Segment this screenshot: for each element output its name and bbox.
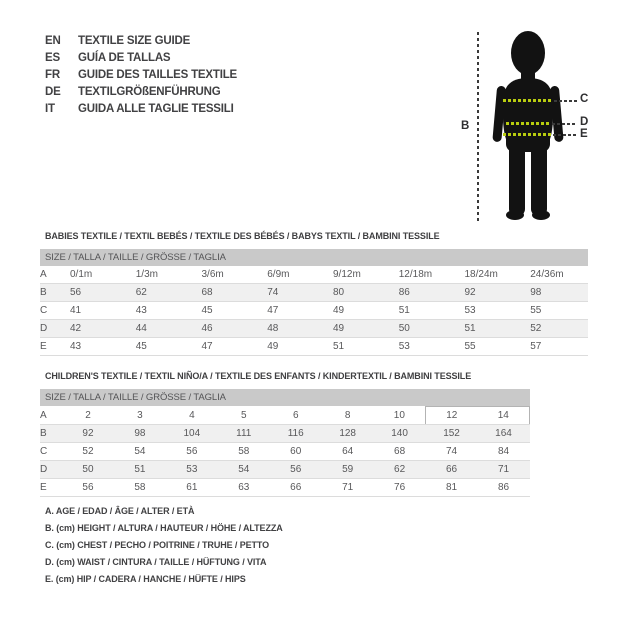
- size-cell: 56: [62, 284, 128, 302]
- size-cell: 98: [522, 284, 588, 302]
- size-cell: 41: [62, 302, 128, 320]
- size-cell: 53: [457, 302, 523, 320]
- chest-pointer-line: [554, 100, 577, 102]
- measure-label-height: B: [461, 120, 470, 132]
- table-row: [40, 284, 588, 302]
- size-cell: 8: [322, 407, 374, 425]
- size-cell: 49: [259, 338, 325, 356]
- table-row: [40, 461, 530, 479]
- size-cell: 24/36m: [522, 266, 588, 284]
- size-cell: 10: [374, 407, 426, 425]
- size-cell: 9/12m: [325, 266, 391, 284]
- row-label: D: [40, 320, 62, 338]
- language-list: [45, 33, 237, 118]
- size-cell: 80: [325, 284, 391, 302]
- size-cell: 48: [259, 320, 325, 338]
- size-cell: 98: [114, 425, 166, 443]
- language-title: TEXTILGRÖßENFÜHRUNG: [78, 86, 221, 98]
- size-cell: 68: [194, 284, 260, 302]
- babies-size-table: [40, 266, 588, 356]
- language-title: GUÍA DE TALLAS: [78, 52, 171, 64]
- row-label: B: [40, 425, 62, 443]
- legend-item-age: A. AGE / EDAD / ÂGE / ALTER / ETÀ: [45, 506, 195, 516]
- table-row: [40, 407, 530, 425]
- size-cell: 6/9m: [259, 266, 325, 284]
- chest-measure-line: [503, 99, 552, 102]
- size-cell: 68: [374, 443, 426, 461]
- size-cell: 56: [270, 461, 322, 479]
- measurement-legend: [45, 503, 283, 588]
- size-cell: 128: [322, 425, 374, 443]
- size-cell: 92: [62, 425, 114, 443]
- size-cell: 86: [391, 284, 457, 302]
- size-cell: 51: [457, 320, 523, 338]
- row-label: C: [40, 443, 62, 461]
- legend-item-height: B. (cm) HEIGHT / ALTURA / HAUTEUR / HÖHE / ALTEZZA: [45, 523, 283, 533]
- row-label: E: [40, 479, 62, 497]
- size-cell: 53: [391, 338, 457, 356]
- language-title: GUIDE DES TAILLES TEXTILE: [78, 69, 237, 81]
- size-cell: 12: [426, 407, 478, 425]
- size-cell: 3/6m: [194, 266, 260, 284]
- size-cell: 57: [522, 338, 588, 356]
- size-cell: 51: [325, 338, 391, 356]
- language-row: [45, 50, 237, 67]
- table-row: [40, 266, 588, 284]
- table-row: [40, 338, 588, 356]
- size-cell: 54: [114, 443, 166, 461]
- child-silhouette-icon: [490, 26, 570, 226]
- size-cell: 45: [128, 338, 194, 356]
- size-cell: 42: [62, 320, 128, 338]
- size-cell: 76: [374, 479, 426, 497]
- table-row: [40, 320, 588, 338]
- language-title: GUIDA ALLE TAGLIE TESSILI: [78, 103, 234, 115]
- size-cell: 14: [478, 407, 530, 425]
- size-cell: 74: [259, 284, 325, 302]
- size-cell: 86: [478, 479, 530, 497]
- size-cell: 50: [391, 320, 457, 338]
- size-cell: 116: [270, 425, 322, 443]
- size-cell: 55: [457, 338, 523, 356]
- size-cell: 5: [218, 407, 270, 425]
- size-cell: 54: [218, 461, 270, 479]
- size-cell: 47: [259, 302, 325, 320]
- size-cell: 51: [114, 461, 166, 479]
- size-cell: 60: [270, 443, 322, 461]
- size-cell: 84: [478, 443, 530, 461]
- size-cell: 66: [426, 461, 478, 479]
- size-cell: 49: [325, 320, 391, 338]
- size-cell: 45: [194, 302, 260, 320]
- size-cell: 66: [270, 479, 322, 497]
- language-code: ES: [45, 52, 60, 64]
- row-label: E: [40, 338, 62, 356]
- babies-section-title: BABIES TEXTILE / TEXTIL BEBÉS / TEXTILE DES BÉBÉS / BABYS TEXTIL / BAMBINI TESSILE: [45, 231, 440, 241]
- size-cell: 58: [218, 443, 270, 461]
- table-row: [40, 443, 530, 461]
- children-section: [40, 371, 530, 497]
- size-cell: 64: [322, 443, 374, 461]
- size-cell: 152: [426, 425, 478, 443]
- size-cell: 71: [478, 461, 530, 479]
- size-cell: 43: [62, 338, 128, 356]
- measure-label-waist: D: [580, 116, 589, 128]
- size-cell: 92: [457, 284, 523, 302]
- size-cell: 51: [391, 302, 457, 320]
- legend-item-waist: D. (cm) WAIST / CINTURA / TAILLE / HÜFTUNG / VITA: [45, 557, 267, 567]
- size-cell: 62: [128, 284, 194, 302]
- children-size-table: [40, 406, 530, 497]
- size-cell: 50: [62, 461, 114, 479]
- language-code: FR: [45, 69, 60, 81]
- language-code: DE: [45, 86, 61, 98]
- size-cell: 104: [166, 425, 218, 443]
- size-cell: 18/24m: [457, 266, 523, 284]
- hip-measure-line: [503, 133, 551, 136]
- size-cell: 55: [522, 302, 588, 320]
- row-label: C: [40, 302, 62, 320]
- size-cell: 43: [128, 302, 194, 320]
- size-cell: 81: [426, 479, 478, 497]
- row-label: B: [40, 284, 62, 302]
- size-cell: 6: [270, 407, 322, 425]
- size-cell: 52: [522, 320, 588, 338]
- row-label: A: [40, 407, 62, 425]
- size-cell: 164: [478, 425, 530, 443]
- row-label: A: [40, 266, 62, 284]
- legend-item-hip: E. (cm) HIP / CADERA / HANCHE / HÜFTE / HIPS: [45, 574, 246, 584]
- table-row: [40, 302, 588, 320]
- size-cell: 58: [114, 479, 166, 497]
- row-label: D: [40, 461, 62, 479]
- table-row: [40, 479, 530, 497]
- babies-size-header-bar: SIZE / TALLA / TAILLE / GRÖSSE / TAGLIA: [40, 249, 588, 266]
- size-cell: 0/1m: [62, 266, 128, 284]
- size-cell: 62: [374, 461, 426, 479]
- size-cell: 56: [62, 479, 114, 497]
- size-cell: 1/3m: [128, 266, 194, 284]
- size-cell: 53: [166, 461, 218, 479]
- waist-measure-line: [506, 122, 550, 125]
- measure-label-chest: C: [580, 93, 589, 105]
- size-cell: 52: [62, 443, 114, 461]
- size-cell: 47: [194, 338, 260, 356]
- size-cell: 49: [325, 302, 391, 320]
- size-cell: 61: [166, 479, 218, 497]
- size-cell: 59: [322, 461, 374, 479]
- size-cell: 63: [218, 479, 270, 497]
- language-code: EN: [45, 35, 61, 47]
- size-cell: 44: [128, 320, 194, 338]
- language-code: IT: [45, 103, 55, 115]
- size-cell: 2: [62, 407, 114, 425]
- children-section-title: CHILDREN'S TEXTILE / TEXTIL NIÑO/A / TEXTILE DES ENFANTS / KINDERTEXTIL / BAMBINI TESSILE: [45, 371, 472, 381]
- size-cell: 71: [322, 479, 374, 497]
- hip-pointer-line: [553, 134, 577, 136]
- legend-item-chest: C. (cm) CHEST / PECHO / POITRINE / TRUHE / PETTO: [45, 540, 270, 550]
- size-cell: 46: [194, 320, 260, 338]
- language-row: [45, 84, 237, 101]
- size-cell: 56: [166, 443, 218, 461]
- language-row: [45, 67, 237, 84]
- size-cell: 12/18m: [391, 266, 457, 284]
- babies-section: [40, 231, 588, 356]
- size-cell: 3: [114, 407, 166, 425]
- language-row: [45, 33, 237, 50]
- language-title: TEXTILE SIZE GUIDE: [78, 35, 191, 47]
- size-cell: 140: [374, 425, 426, 443]
- children-size-header-bar: SIZE / TALLA / TAILLE / GRÖSSE / TAGLIA: [40, 389, 530, 406]
- size-cell: 74: [426, 443, 478, 461]
- height-measure-line: [477, 32, 479, 222]
- size-cell: 111: [218, 425, 270, 443]
- language-row: [45, 101, 237, 118]
- waist-pointer-line: [552, 123, 577, 125]
- size-cell: 4: [166, 407, 218, 425]
- table-row: [40, 425, 530, 443]
- measure-label-hip: E: [580, 128, 588, 140]
